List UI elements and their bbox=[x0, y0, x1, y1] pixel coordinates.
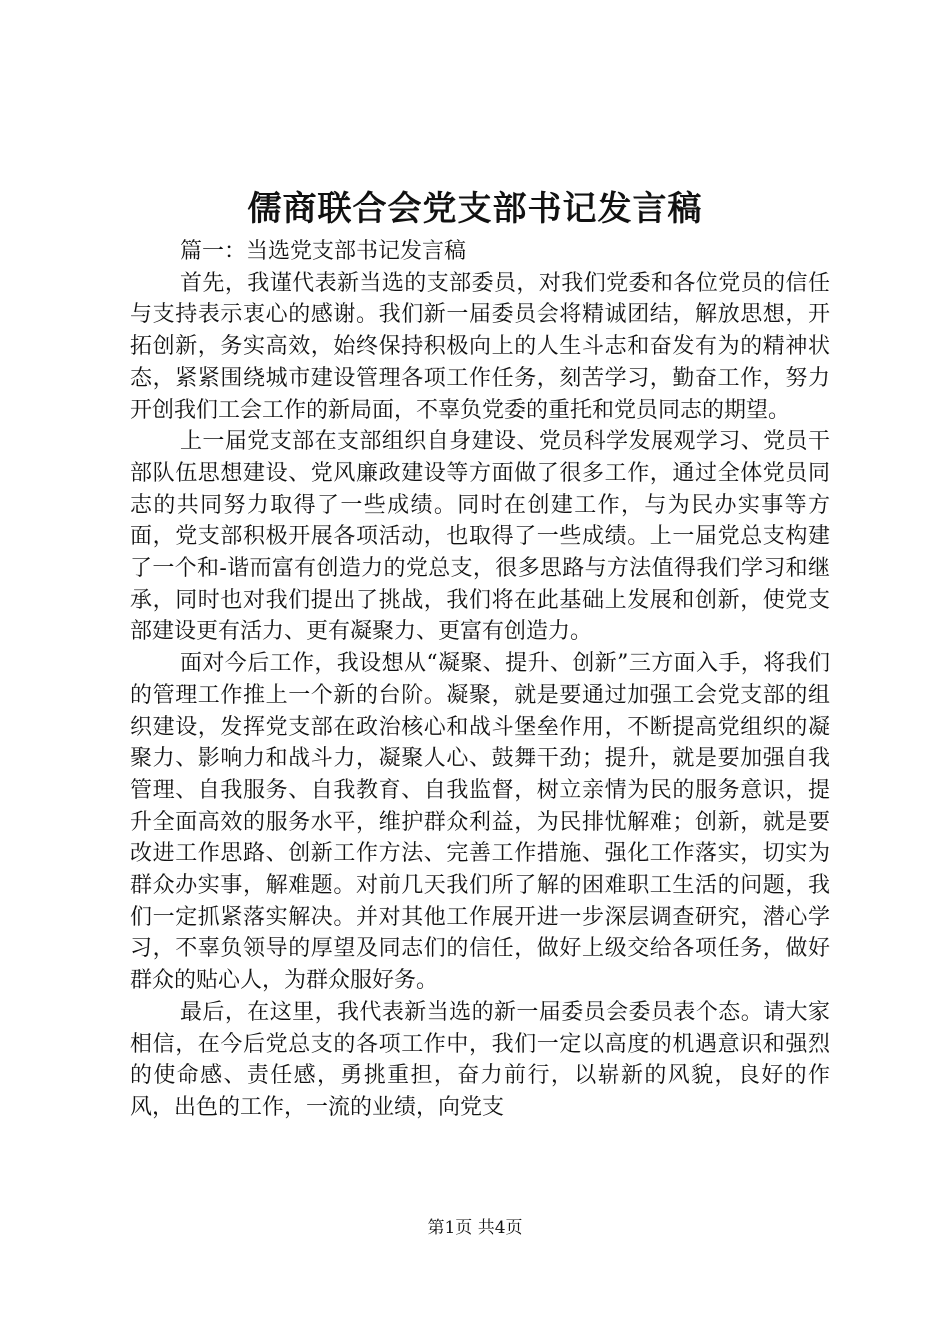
section-heading: 篇一：当选党支部书记发言稿 bbox=[180, 239, 467, 264]
document-title: 儒商联合会党支部书记发言稿 bbox=[247, 189, 703, 229]
paragraph-1: 首先，我谨代表新当选的支部委员，对我们党委和各位党员的信任与支持表示衷心的感谢。我们新一届委员会将精诚团结，解放思想，开拓创新，务实高效，始终保持积极向上的人生斗志和奋发有为的精神状态，紧紧围绕城市建设管理各项工作任务，刻苦学习，勤奋工作，努力开创我们工会工作的新局面，不辜负党委的重托和党员同志的期望。 bbox=[130, 270, 830, 423]
paragraph-3: 面对今后工作，我设想从“凝聚、提升、创新”三方面入手，将我们的管理工作推上一个新的台阶。凝聚，就是要通过加强工会党支部的组织建设，发挥党支部在政治核心和战斗堡垒作用，不断提高党组织的凝聚力、影响力和战斗力，凝聚人心、鼓舞干劲；提升，就是要加强自我管理、自我服务、自我教育、自我监督，树立亲情为民的服务意识，提升全面高效的服务水平，维护群众利益，为民排忧解难；创新，就是要改进工作思路、创新工作方法、完善工作措施、强化工作落实，切实为群众办实事，解难题。对前几天我们所了解的困难职工生活的问题，我们一定抓紧落实解决。并对其他工作展开进一步深层调查研究，潜心学习，不辜负领导的厚望及同志们的信任，做好上级交给各项任务，做好群众的贴心人，为群众服好务。 bbox=[130, 651, 830, 994]
paragraph-2: 上一届党支部在支部组织自身建设、党员科学发展观学习、党员干部队伍思想建设、党风廉政建设等方面做了很多工作，通过全体党员同志的共同努力取得了一些成绩。同时在创建工作，与为民办实事等方面，党支部积极开展各项活动，也取得了一些成绩。上一届党总支构建了一个和-谐而富有创造力的党总支，很多思路与方法值得我们学习和继承，同时也对我们提出了挑战，我们将在此基础上发展和创新，使党支部建设更有活力、更有凝聚力、更富有创造力。 bbox=[130, 429, 830, 645]
document-body bbox=[130, 236, 830, 1124]
page-number-footer: 第1页 共4页 bbox=[427, 1218, 523, 1238]
paragraph-4: 最后，在这里，我代表新当选的新一届委员会委员表个态。请大家相信，在今后党总支的各项工作中，我们一定以高度的机遇意识和强烈的使命感、责任感，勇挑重担，奋力前行，以崭新的风貌，良好的作风，出色的工作，一流的业绩，向党支 bbox=[130, 999, 830, 1120]
